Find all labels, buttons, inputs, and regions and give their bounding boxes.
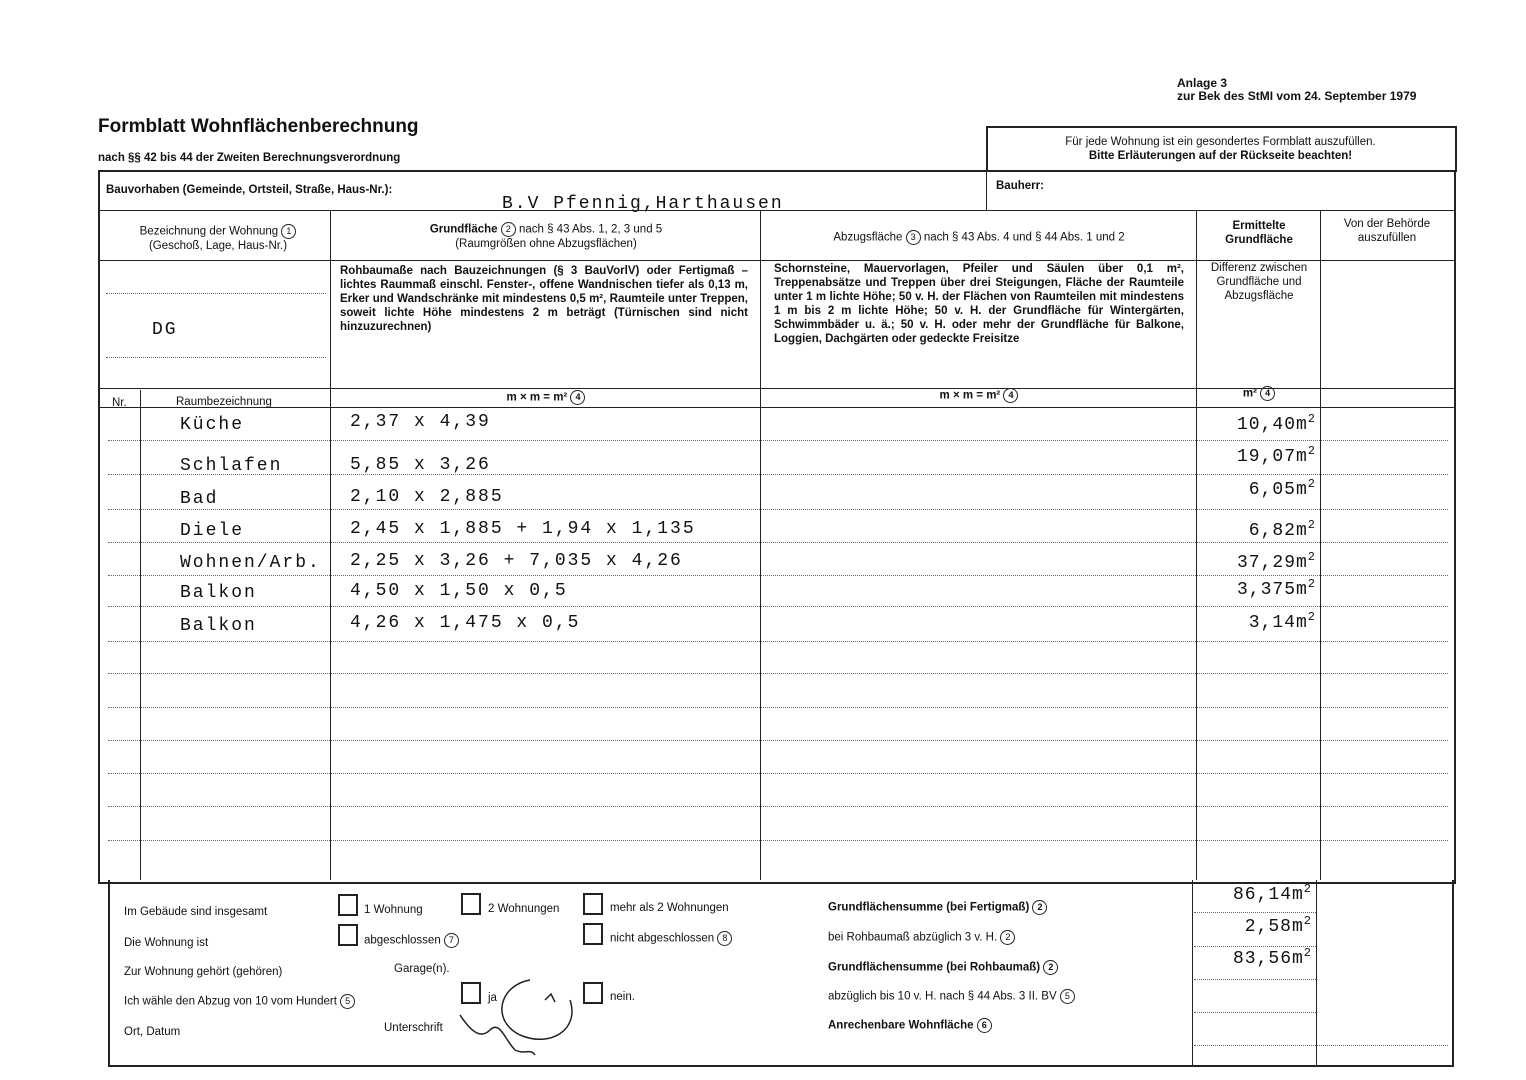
checkbox-1-wohnung[interactable] [338,894,358,916]
behoerde-header [1322,217,1452,245]
ermittelt-label-2: Grundfläche [1225,234,1293,246]
circ-2-icon: 2 [1032,900,1047,915]
note-line-2: Bitte Erläuterungen auf der Rückseite beachten! [1088,150,1353,162]
circ-6-icon: 6 [977,1018,992,1033]
ja-label: ja [488,992,497,1004]
wohnung-ist-label: Die Wohnung ist [124,937,209,949]
nein-label: nein. [610,991,635,1003]
row-2-calc: 5,85 x 3,26 [350,455,491,475]
wohnung-value: DG [152,320,178,340]
ermittelt-header [1198,219,1320,247]
abzug-formula: m × m = m² [939,389,1001,402]
raum-label: Raumbezeichnung [176,396,272,408]
row-7-area: $3,14m^2$ [1248,610,1316,633]
nicht-abgeschlossen-label: nicht abgeschlossen 8 [610,931,732,946]
circ-2-icon: 2 [1043,960,1058,975]
footer-frame [108,880,1454,1067]
row-6-area: $3,375m^2$ [1236,577,1316,600]
total-abzug3: $2,58m^2$ [1244,914,1312,937]
row-1-raum: Küche [180,415,245,435]
wohnung-header [108,224,328,253]
opt-1-label: 1 Wohnung [364,904,423,916]
opt-2-label: 2 Wohnungen [488,903,560,915]
checkbox-mehr-wohnungen[interactable] [583,893,603,915]
abzug-description: Schornsteine, Mauervorlagen, Pfeiler und Säulen über 0,1 m², Treppenabsätze und Treppen über drei Steigungen, Fläche der Raumteile unter 1 m lichte Höhe; 50 v. H. der Flächen von Raumteilen mit mindestens 1 m bis 2 m lichte Höhe; 50 v. H. der Grundfläche für Wintergärten, Schwimmbäder u. ä.; 50 v. H. oder mehr der Grundfläche für Balkone, Loggien, Dachgärten oder gedeckte Freisitze [774,263,1184,345]
row-7-calc: 4,26 x 1,475 x 0,5 [350,613,581,633]
note-line-1: Für jede Wohnung ist ein gesondertes Formblatt auszufüllen. [1065,136,1376,148]
anrechenbar-label: Anrechenbare Wohnfläche 6 [828,1018,992,1033]
grund-label-2: (Raumgrößen ohne Abzugsflächen) [455,238,637,250]
m2-label: m² [1242,387,1257,400]
circ-1-icon: 1 [281,224,296,239]
row-2-area: $19,07m^2$ [1236,444,1316,467]
unterschrift-label: Unterschrift [384,1022,443,1034]
circ-3-icon: 3 [906,230,921,245]
ort-label: Ort, Datum [124,1026,181,1038]
nr-label: Nr. [112,397,127,409]
circ-8-icon: 8 [717,931,732,946]
abzug10-label: Ich wähle den Abzug von 10 vom Hundert 5 [124,994,355,1009]
wohnung-label-2: (Geschoß, Lage, Haus-Nr.) [148,240,288,252]
row-6-raum: Balkon [180,583,257,603]
circ-7-icon: 7 [444,933,459,948]
project-value: B.V Pfennig,Harthausen [502,194,784,214]
total-fertig: $86,14m^2$ [1232,882,1312,905]
checkbox-2-wohnungen[interactable] [461,893,481,915]
grund-formula: m × m = m² [506,391,568,404]
circ-4-icon: 4 [570,390,585,405]
total-rohbau: $83,56m^2$ [1232,946,1312,969]
row-5-raum: Wohnen/Arb. [180,553,321,573]
row-7-raum: Balkon [180,616,257,636]
wohnung-label-1: Bezeichnung der Wohnung [139,225,279,238]
abzug-label-2: nach § 43 Abs. 4 und § 44 Abs. 1 und 2 [923,231,1125,244]
bek-label: zur Bek des StMI vom 24. September 1979 [1177,89,1417,103]
anlage-label: Anlage 3 [1177,76,1228,90]
row-4-area: $6,82m^2$ [1248,518,1316,541]
grund-header [332,222,760,251]
row-4-raum: Diele [180,521,245,541]
circ-2-icon: 2 [501,222,516,237]
abzug-unit [762,388,1196,403]
abgeschlossen-label: abgeschlossen 7 [364,933,459,948]
sum-rohbau-label: Grundflächensumme (bei Rohbaumaß) 2 [828,960,1058,975]
form-title: Formblatt Wohnflächenberechnung [98,116,419,137]
ermittelt-description: Differenz zwischen Grundfläche und Abzugsfläche [1210,262,1308,302]
rohbau-abzug-label: bei Rohbaumaß abzüglich 3 v. H. 2 [828,930,1015,945]
row-3-calc: 2,10 x 2,885 [350,487,504,507]
abzug-label-1: Abzugsfläche [833,231,903,244]
circ-4-icon: 4 [1003,388,1018,403]
behoerde-label-1: Von der Behörde [1343,218,1431,230]
project-label: Bauvorhaben (Gemeinde, Ortsteil, Straße, Haus-Nr.): [106,184,393,196]
grund-label-1b: nach § 43 Abs. 1, 2, 3 und 5 [518,223,663,236]
abzug-bis10-label: abzüglich bis 10 v. H. nach § 44 Abs. 3 II. BV 5 [828,989,1075,1004]
signature-scribble-icon [450,960,630,1060]
garage-label: Zur Wohnung gehört (gehören) [124,966,283,978]
ermittelt-unit [1198,386,1320,401]
row-1-area: $10,40m^2$ [1236,412,1316,435]
behoerde-label-2: auszufüllen [1357,232,1417,244]
opt-3-label: mehr als 2 Wohnungen [610,902,729,914]
bauherr-label: Bauherr: [996,180,1044,192]
circ-5-icon: 5 [1060,989,1075,1004]
row-5-calc: 2,25 x 3,26 + 7,035 x 4,26 [350,551,683,571]
form-subtitle: nach §§ 42 bis 44 der Zweiten Berechnungsverordnung [98,152,401,164]
row-2-raum: Schlafen [180,456,283,476]
circ-2-icon: 2 [1000,930,1015,945]
row-3-area: $6,05m^2$ [1248,477,1316,500]
circ-4-icon: 4 [1260,386,1275,401]
checkbox-abgeschlossen[interactable] [338,924,358,946]
grund-label-1: Grundfläche [429,223,498,236]
gebaeude-label: Im Gebäude sind insgesamt [124,906,268,918]
circ-5-icon: 5 [340,994,355,1009]
grund-unit [332,390,760,405]
abzug-header [762,230,1196,245]
checkbox-nicht-abgeschlossen[interactable] [583,923,603,945]
row-1-calc: 2,37 x 4,39 [350,412,491,432]
row-6-calc: 4,50 x 1,50 x 0,5 [350,581,568,601]
row-3-raum: Bad [180,489,219,509]
row-4-calc: 2,45 x 1,885 + 1,94 x 1,135 [350,519,696,539]
row-5-area: $37,29m^2$ [1236,550,1316,573]
grund-description: Rohbaumaße nach Bauzeichnungen (§ 3 BauVorlV) oder Fertigmaß – lichtes Raummaß einschl. Fenster-, offene Wandnischen tiefer als 0,13 m, Erker und Wandschränke mit mindestens 0,5 m², Raumteile unter Treppen, soweit lichte Höhe mindestens 2 m beträgt (Türnischen sind nicht hinzuzurechnen) [340,265,748,333]
sum-fertig-label: Grundflächensumme (bei Fertigmaß) 2 [828,900,1047,915]
ermittelt-label-1: Ermittelte [1232,220,1286,232]
garage-label-2: Garage(n). [394,963,450,975]
